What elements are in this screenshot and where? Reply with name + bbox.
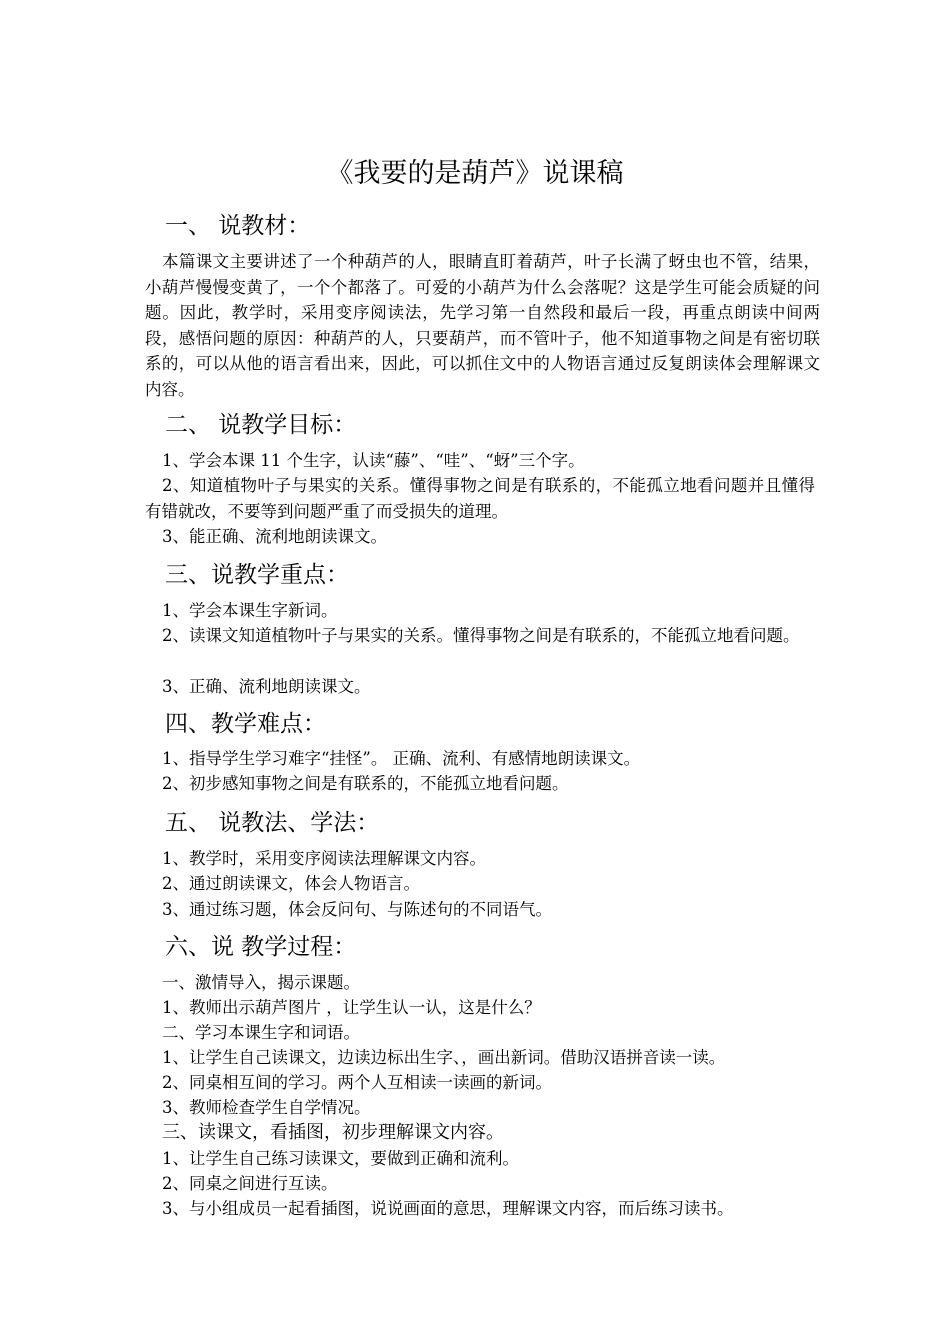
list-item: 2、读课文知道植物叶子与果实的关系。懂得事物之间是有联系的，不能孤立地看问题。 <box>162 626 800 645</box>
section-heading-goals: 二、 说教学目标： <box>165 412 357 438</box>
list-item: 2、通过朗读课文，体会人物语言。 <box>162 874 420 893</box>
list-item: 1、指导学生学习难字“挂怪”。 正确、流利、有感情地朗读课文。 <box>162 749 641 768</box>
document-title: 《我要的是葫芦》说课稿 <box>326 158 624 189</box>
list-item: 一、激情导入，揭示课题。 <box>162 973 360 992</box>
list-item: 2、初步感知事物之间是有联系的，不能孤立地看问题。 <box>162 774 569 793</box>
list-item: 1、学会本课生字新词。 <box>162 601 338 620</box>
list-item: 3、通过练习题，体会反问句、与陈述句的不同语气。 <box>162 900 552 919</box>
list-item: 1、让学生自己练习读课文，要做到正确和流利。 <box>162 1149 519 1168</box>
section-heading-process: 六、说 教学过程： <box>165 934 357 960</box>
list-item: 3、能正确、流利地朗读课文。 <box>162 527 387 546</box>
list-item: 1、让学生自己读课文，边读边标出生字、，画出新词。借助汉语拼音读一读。 <box>162 1048 726 1067</box>
list-item: 3、正确、流利地朗读课文。 <box>162 677 371 696</box>
list-item: 1、学会本课 11 个生字，认读“藤”、“哇”、“蚜”三个字。 <box>162 451 585 470</box>
section-heading-textbook: 一、 说教材： <box>165 213 311 239</box>
list-item: 2、同桌之间进行互读。 <box>162 1174 338 1193</box>
section-heading-methods: 五、 说教法、学法： <box>165 810 380 836</box>
textbook-paragraph: 本篇课文主要讲述了一个种葫芦的人，眼睛直盯着葫芦，叶子长满了蚜虫也不管，结果，小葫芦慢慢变黄了，一个个都落了。可爱的小葫芦为什么会落呢？这是学生可能会质疑的问题。因此，教学时，采用变序阅读法，先学习第一自然段和最后一段，再重点朗读中间两段，感悟问题的原因：种葫芦的人，只要葫芦，而不管叶子，他不知道事物之间是有密切联系的，可以从他的语言看出来，因此，可以抓住文中的人物语言通过反复朗读体会理解课文内容。 <box>145 252 820 399</box>
list-item: 3、教师检查学生自学情况。 <box>162 1098 371 1117</box>
list-item: 2、知道植物叶子与果实的关系。懂得事物之间是有联系的，不能孤立地看问题并且懂得有错就改，不要等到问题严重了而受损失的道理。 <box>145 476 815 521</box>
section-heading-difficulties: 四、教学难点： <box>165 711 326 737</box>
list-item: 1、教师出示葫芦图片 ，让学生认一认，这是什么？ <box>162 998 541 1017</box>
list-item: 1、教学时，采用变序阅读法理解课文内容。 <box>162 849 486 868</box>
list-item: 三、读课文，看插图，初步理解课文内容。 <box>162 1122 504 1143</box>
list-item: 2、同桌相互间的学习。两个人互相读一读画的新词。 <box>162 1073 552 1092</box>
section-heading-keypoints: 三、说教学重点： <box>165 562 349 588</box>
list-item: 3、与小组成员一起看插图，说说画面的意思，理解课文内容，而后练习读书。 <box>162 1199 734 1218</box>
list-item: 二、学习本课生字和词语。 <box>162 1023 360 1042</box>
